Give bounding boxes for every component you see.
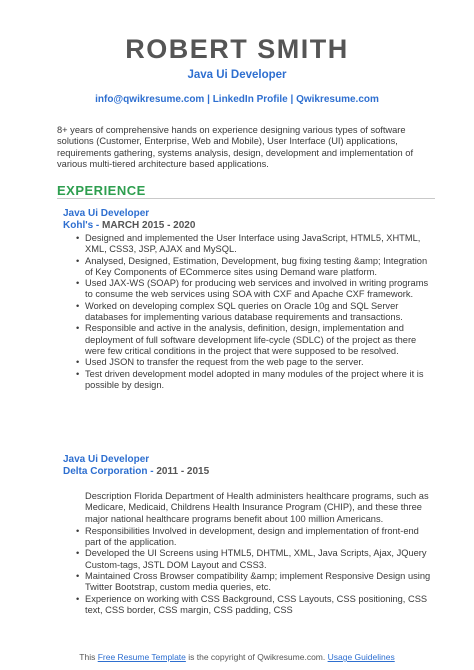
list-item: • Experience on working with CSS Background, CSS Layouts, CSS positioning, CSS text, CSS border, CSS margin, CSS padding, CSS: [63, 594, 435, 617]
job-description: [63, 491, 435, 525]
candidate-name: ROBERT SMITH: [125, 34, 349, 64]
copyright-footer: [0, 652, 474, 662]
email-link[interactable]: info@qwikresume.com: [95, 94, 205, 105]
job-dates: 2011 - 2015: [156, 466, 210, 477]
job-bullets: [63, 526, 435, 616]
experience-heading: EXPERIENCE: [57, 183, 146, 198]
candidate-title: Java Ui Developer: [187, 69, 287, 81]
job-entry: [63, 454, 435, 616]
job-title: Java Ui Developer: [63, 208, 150, 219]
job-company: Delta Corporation: [63, 466, 148, 477]
list-item: • Developed the UI Screens using HTML5, DHTML, XML, Java Scripts, Ajax, JQuery Custom-tags, JSTL DOM Layout and CSS3.: [63, 548, 435, 571]
list-item: • Analysed, Designed, Estimation, Development, bug fixing testing &amp; Integration of Key Components of ECommerce sites using Demand ware platform.: [63, 256, 435, 279]
job-company-line: Delta Corporation - 2011 - 2015: [63, 466, 210, 477]
list-item: • Designed and implemented the User Interface using JavaScript, HTML5, XHTML, XML, CSS3, JSP, AJAX and MySQL.: [63, 233, 435, 256]
list-item: • Responsibilities Involved in development, design and implementation of front-end part of the application.: [63, 526, 435, 549]
list-item: • Worked on developing complex SQL queries on Oracle 10g and SQL Server databases for implementing various database requirements and transactions.: [63, 301, 435, 324]
list-item: • Used JAX-WS (SOAP) for producing web services and involved in writing programs to consume the web services using SOA with CXF and Apache CXF framework.: [63, 278, 435, 301]
list-item: • Maintained Cross Browser compatibility &amp; implement Responsive Design using Twitter Bootstrap, custom media queries, etc.: [63, 571, 435, 594]
linkedin-link[interactable]: LinkedIn Profile: [212, 94, 288, 105]
footer-prefix: This: [79, 652, 98, 662]
free-resume-template-link[interactable]: Free Resume Template: [97, 652, 186, 662]
section-divider: [57, 198, 435, 199]
job-title: Java Ui Developer: [63, 454, 150, 465]
usage-guidelines-link[interactable]: Usage Guidelines: [327, 652, 395, 662]
resume-header: [0, 0, 474, 106]
job-company: Kohl's: [63, 220, 94, 231]
contact-separator: |: [287, 94, 297, 105]
list-item: • Responsible and active in the analysis, definition, design, implementation and deployment of full software development life-cycle (SDLC) of the project as there were few critical conditions in the project that were supposed to be resolved.: [63, 323, 435, 357]
job-entry: [63, 208, 435, 391]
list-item: • Used JSON to transfer the request from the web page to the server.: [63, 357, 435, 368]
job-company-line: Kohl's - MARCH 2015 - 2020: [63, 220, 196, 231]
website-link[interactable]: Qwikresume.com: [296, 94, 379, 105]
job-dates: MARCH 2015 - 2020: [102, 220, 196, 231]
footer-middle: is the copyright of Qwikresume.com.: [185, 652, 328, 662]
job-bullets: [63, 233, 435, 391]
contact-links: [0, 94, 474, 106]
list-item: • Test driven development model adopted in many modules of the project where it is possible by design.: [63, 369, 435, 392]
summary-paragraph: 8+ years of comprehensive hands on experience designing various types of software solutions (Customer, Enterprise, Web and Mobile), User Interface (UI) applications, requirements gathering, systems analysis, design, development and implementation of various multi-tiered architecture based applications.: [57, 125, 414, 169]
job-description-paragraph: Description Florida Department of Health administers healthcare programs, such as Medicare, Medicaid, Childrens Health Insurance Program (CHIP), and these three major national healthcare programs benefit about 100 million Americans.: [85, 491, 429, 524]
contact-separator: |: [204, 94, 213, 105]
